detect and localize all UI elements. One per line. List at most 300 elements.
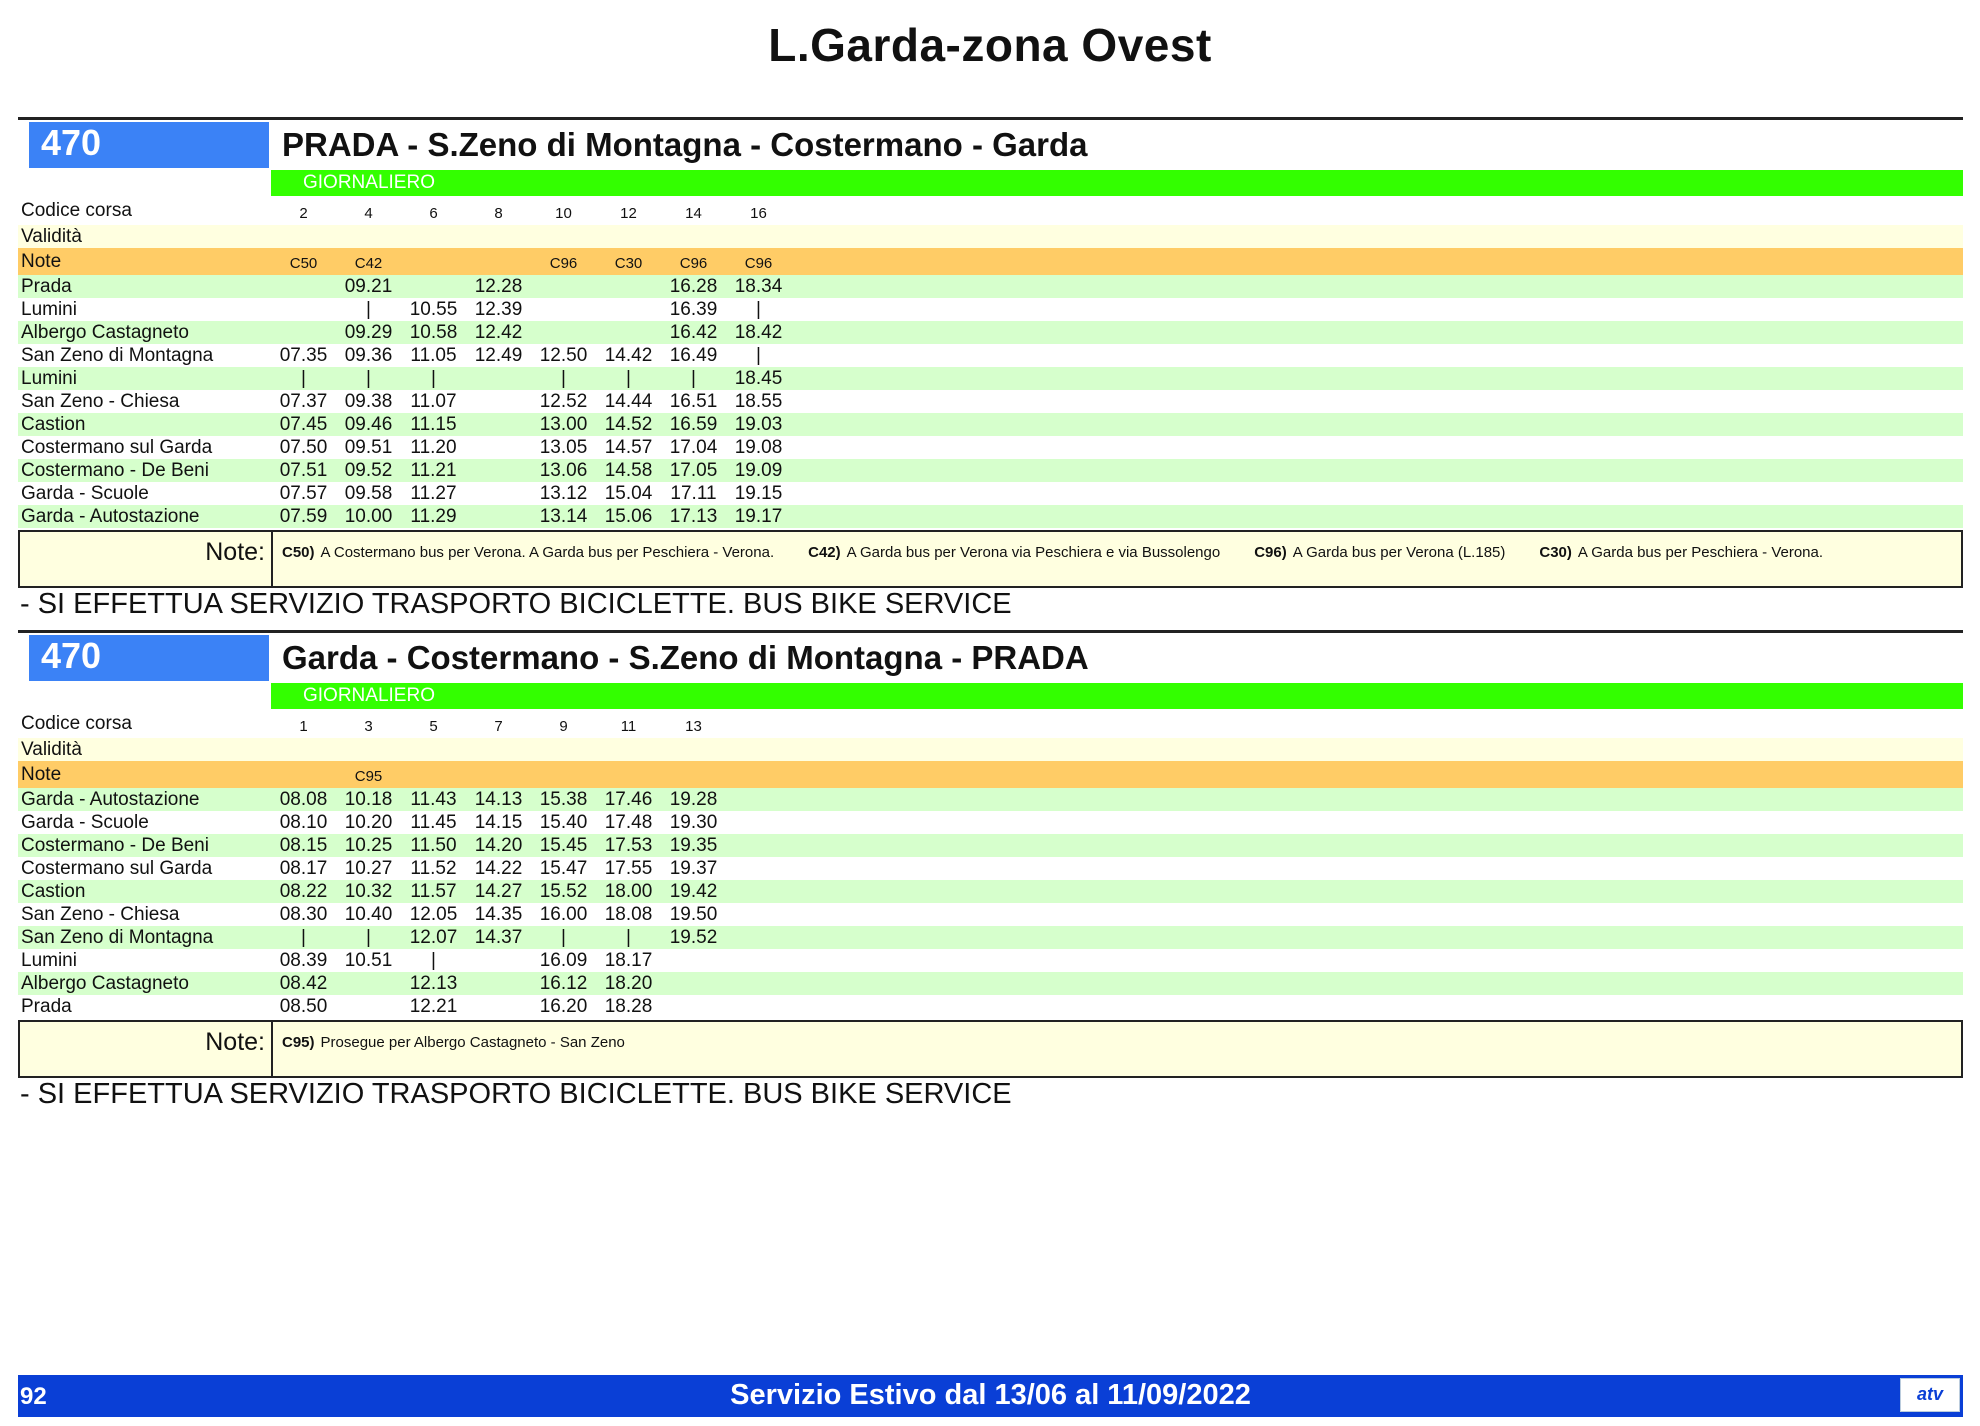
departure-time (466, 436, 531, 459)
trip-note: C96 (531, 248, 596, 275)
stop-name: Garda - Scuole (18, 811, 271, 834)
departure-time: 08.30 (271, 903, 336, 926)
validity-cell (531, 738, 596, 761)
departure-time: 12.21 (401, 995, 466, 1018)
departure-time: 10.27 (336, 857, 401, 880)
trip-code: 4 (336, 196, 401, 225)
departure-time: 07.51 (271, 459, 336, 482)
departure-time (726, 972, 791, 995)
footnote-text: A Garda bus per Verona via Peschiera e via Bussolengo (846, 544, 1221, 561)
departure-time: 13.06 (531, 459, 596, 482)
stop-name-row (18, 436, 1963, 459)
footer-bar (18, 1375, 1963, 1417)
trip-code: 13 (661, 709, 726, 738)
departure-time: 11.50 (401, 834, 466, 857)
note-label: Note (18, 248, 271, 275)
departure-time: 09.29 (336, 321, 401, 344)
departure-time: | (271, 926, 336, 949)
departure-time: | (726, 298, 791, 321)
departure-time (596, 298, 661, 321)
atv-logo: atv (1900, 1378, 1960, 1412)
departure-time: 07.50 (271, 436, 336, 459)
stop-name-row (18, 482, 1963, 505)
footnote (282, 1034, 625, 1051)
trip-code: 16 (726, 196, 791, 225)
departure-time: 14.42 (596, 344, 661, 367)
departure-time: 10.40 (336, 903, 401, 926)
notes-text (282, 542, 1931, 563)
departure-time: 10.51 (336, 949, 401, 972)
validity-cell (726, 738, 791, 761)
departure-time: 18.45 (726, 367, 791, 390)
stop-name: Costermano sul Garda (18, 436, 271, 459)
departure-time (271, 298, 336, 321)
validita-label-row (18, 738, 1963, 761)
stop-name: Albergo Castagneto (18, 972, 271, 995)
timetable-section-return (18, 630, 1963, 1110)
departure-time: 13.00 (531, 413, 596, 436)
stop-name: San Zeno di Montagna (18, 344, 271, 367)
validity-cell (596, 225, 661, 248)
departure-time: 18.28 (596, 995, 661, 1018)
stop-name: Garda - Autostazione (18, 788, 271, 811)
footnote (1254, 544, 1505, 561)
row-fill (791, 367, 1963, 390)
departure-time: 19.09 (726, 459, 791, 482)
row-fill (791, 436, 1963, 459)
row-fill (791, 926, 1963, 949)
departure-time: 14.15 (466, 811, 531, 834)
row-fill (791, 811, 1963, 834)
row-fill (791, 344, 1963, 367)
stop-name: San Zeno - Chiesa (18, 903, 271, 926)
departure-time: 11.57 (401, 880, 466, 903)
row-fill (791, 880, 1963, 903)
departure-time: 08.50 (271, 995, 336, 1018)
departure-time: 12.39 (466, 298, 531, 321)
footnote-code: C30) (1539, 544, 1572, 561)
notes-text (282, 1032, 1931, 1053)
departure-time (531, 298, 596, 321)
footnote (282, 544, 774, 561)
departure-time: 15.52 (531, 880, 596, 903)
departure-time: 11.21 (401, 459, 466, 482)
departure-time: 12.13 (401, 972, 466, 995)
departure-time (726, 834, 791, 857)
departure-time: 10.32 (336, 880, 401, 903)
departure-time: | (726, 344, 791, 367)
row-fill (791, 275, 1963, 298)
trip-code: 9 (531, 709, 596, 738)
departure-time: 19.28 (661, 788, 726, 811)
notes-label: Note: (20, 1022, 273, 1076)
trip-code: 1 (271, 709, 336, 738)
row-fill (791, 248, 1963, 275)
departure-time: 14.35 (466, 903, 531, 926)
departure-time: 18.42 (726, 321, 791, 344)
row-fill (791, 390, 1963, 413)
departure-time: | (401, 367, 466, 390)
row-fill (791, 459, 1963, 482)
row-fill (791, 972, 1963, 995)
stop-name: Lumini (18, 949, 271, 972)
departure-time: 12.50 (531, 344, 596, 367)
trip-note (466, 248, 531, 275)
stop-name-row (18, 344, 1963, 367)
trip-note: C96 (661, 248, 726, 275)
departure-time: 15.06 (596, 505, 661, 528)
departure-time: 08.17 (271, 857, 336, 880)
trip-code: 14 (661, 196, 726, 225)
departure-time: 17.55 (596, 857, 661, 880)
departure-time: 15.04 (596, 482, 661, 505)
departure-time: 11.29 (401, 505, 466, 528)
trip-code: 5 (401, 709, 466, 738)
stop-name: Prada (18, 995, 271, 1018)
departure-time: 19.17 (726, 505, 791, 528)
departure-time (466, 972, 531, 995)
departure-time: 17.46 (596, 788, 661, 811)
row-fill (791, 225, 1963, 248)
departure-time (466, 995, 531, 1018)
departure-time: 16.39 (661, 298, 726, 321)
period-bar: GIORNALIERO (271, 170, 1963, 196)
route-name: PRADA - S.Zeno di Montagna - Costermano - Garda (282, 126, 1088, 163)
trip-code: 7 (466, 709, 531, 738)
departure-time (726, 995, 791, 1018)
footnote-text: A Costermano bus per Verona. A Garda bus per Peschiera - Verona. (320, 544, 775, 561)
departure-time: 17.53 (596, 834, 661, 857)
route-number-badge: 470 (29, 122, 269, 168)
departure-time: 14.27 (466, 880, 531, 903)
stop-name-row (18, 903, 1963, 926)
departure-time: 18.00 (596, 880, 661, 903)
departure-time: 16.12 (531, 972, 596, 995)
validity-cell (271, 738, 336, 761)
trip-note: C95 (336, 761, 401, 788)
validita-label-row (18, 225, 1963, 248)
row-fill (791, 413, 1963, 436)
departure-time: 14.20 (466, 834, 531, 857)
stop-name-row (18, 275, 1963, 298)
stop-name: Lumini (18, 298, 271, 321)
departure-time: 19.42 (661, 880, 726, 903)
footnote (1539, 544, 1823, 561)
departure-time (466, 482, 531, 505)
footnote-text: A Garda bus per Verona (L.185) (1292, 544, 1506, 561)
departure-time: 17.13 (661, 505, 726, 528)
departure-time (661, 995, 726, 1018)
stop-name-row (18, 995, 1963, 1018)
departure-time: | (271, 367, 336, 390)
departure-time (726, 926, 791, 949)
departure-time: 17.05 (661, 459, 726, 482)
departure-time (726, 949, 791, 972)
departure-time (466, 459, 531, 482)
validity-cell (271, 225, 336, 248)
departure-time: 17.04 (661, 436, 726, 459)
departure-time: | (336, 298, 401, 321)
note-label: Note (18, 761, 271, 788)
validity-cell (661, 225, 726, 248)
departure-time: 08.15 (271, 834, 336, 857)
departure-time: 07.59 (271, 505, 336, 528)
departure-time: 14.44 (596, 390, 661, 413)
route-header (18, 633, 1963, 683)
validity-cell (401, 738, 466, 761)
departure-time (531, 321, 596, 344)
validity-cell (401, 225, 466, 248)
route-name: Garda - Costermano - S.Zeno di Montagna - PRADA (282, 639, 1089, 676)
departure-time: 14.22 (466, 857, 531, 880)
departure-time (726, 903, 791, 926)
departure-time: 07.45 (271, 413, 336, 436)
departure-time: 07.57 (271, 482, 336, 505)
trip-code: 2 (271, 196, 336, 225)
trip-note: C30 (596, 248, 661, 275)
departure-time: 11.43 (401, 788, 466, 811)
stop-name: San Zeno - Chiesa (18, 390, 271, 413)
timetable (18, 196, 1963, 528)
bike-service-note: - SI EFFETTUA SERVIZIO TRASPORTO BICICLETTE. BUS BIKE SERVICE (20, 588, 1012, 620)
route-number-badge: 470 (29, 635, 269, 681)
period-bar: GIORNALIERO (271, 683, 1963, 709)
stop-name: Costermano - De Beni (18, 459, 271, 482)
stop-name-row (18, 949, 1963, 972)
departure-time: 19.50 (661, 903, 726, 926)
departure-time: 11.52 (401, 857, 466, 880)
bike-service-note: - SI EFFETTUA SERVIZIO TRASPORTO BICICLETTE. BUS BIKE SERVICE (20, 1078, 1012, 1110)
row-fill (791, 761, 1963, 788)
departure-time: 18.20 (596, 972, 661, 995)
departure-time: 07.37 (271, 390, 336, 413)
departure-time: 10.18 (336, 788, 401, 811)
departure-time: 16.20 (531, 995, 596, 1018)
departure-time: 16.28 (661, 275, 726, 298)
trip-code: 6 (401, 196, 466, 225)
departure-time: 11.27 (401, 482, 466, 505)
codice-corsa-label-row (18, 196, 1963, 225)
trip-note (726, 761, 791, 788)
codice-corsa-label: Codice corsa (18, 709, 271, 738)
departure-time (726, 811, 791, 834)
footnote (808, 544, 1220, 561)
departure-time: 18.34 (726, 275, 791, 298)
departure-time: 11.15 (401, 413, 466, 436)
validity-cell (596, 738, 661, 761)
trip-code (726, 709, 791, 738)
page-number: 92 (20, 1383, 47, 1410)
trip-note (401, 248, 466, 275)
departure-time: 09.36 (336, 344, 401, 367)
stop-name: Castion (18, 413, 271, 436)
departure-time (336, 972, 401, 995)
validity-cell (336, 738, 401, 761)
departure-time (531, 275, 596, 298)
departure-time (726, 788, 791, 811)
footer-title: Servizio Estivo dal 13/06 al 11/09/2022 (730, 1379, 1251, 1411)
stop-name-row (18, 413, 1963, 436)
departure-time: 19.30 (661, 811, 726, 834)
departure-time: 10.58 (401, 321, 466, 344)
footnote-text: A Garda bus per Peschiera - Verona. (1577, 544, 1824, 561)
departure-time: 13.05 (531, 436, 596, 459)
departure-time: 12.05 (401, 903, 466, 926)
row-fill (791, 298, 1963, 321)
departure-time: 09.58 (336, 482, 401, 505)
trip-note: C96 (726, 248, 791, 275)
note-label-row (18, 248, 1963, 275)
departure-time (466, 949, 531, 972)
footnote-text: Prosegue per Albergo Castagneto - San Zeno (320, 1034, 625, 1051)
row-fill (791, 903, 1963, 926)
codice-corsa-label-row (18, 709, 1963, 738)
validity-cell (531, 225, 596, 248)
departure-time: 15.47 (531, 857, 596, 880)
footnote-code: C42) (808, 544, 841, 561)
stop-name: Garda - Autostazione (18, 505, 271, 528)
departure-time: 17.48 (596, 811, 661, 834)
departure-time (596, 321, 661, 344)
departure-time: 14.57 (596, 436, 661, 459)
stop-name-row (18, 390, 1963, 413)
row-fill (791, 321, 1963, 344)
validity-cell (466, 738, 531, 761)
validita-label: Validità (18, 225, 271, 248)
footnote-code: C50) (282, 544, 315, 561)
departure-time: 16.59 (661, 413, 726, 436)
timetable-section-outbound (18, 117, 1963, 620)
trip-code: 12 (596, 196, 661, 225)
row-fill (791, 857, 1963, 880)
departure-time (661, 972, 726, 995)
departure-time: 13.12 (531, 482, 596, 505)
row-fill (791, 738, 1963, 761)
departure-time: | (531, 367, 596, 390)
departure-time: 08.10 (271, 811, 336, 834)
footnote-code: C96) (1254, 544, 1287, 561)
departure-time: 14.13 (466, 788, 531, 811)
departure-time: | (401, 949, 466, 972)
validity-cell (661, 738, 726, 761)
departure-time: | (596, 926, 661, 949)
departure-time: 18.17 (596, 949, 661, 972)
departure-time: 16.51 (661, 390, 726, 413)
departure-time: 11.07 (401, 390, 466, 413)
departure-time: 08.42 (271, 972, 336, 995)
stop-name-row (18, 880, 1963, 903)
departure-time: 12.07 (401, 926, 466, 949)
row-fill (791, 505, 1963, 528)
timetable (18, 709, 1963, 1018)
departure-time: 18.08 (596, 903, 661, 926)
trip-note (531, 761, 596, 788)
departure-time: 10.20 (336, 811, 401, 834)
stop-name-row (18, 788, 1963, 811)
stop-name: Garda - Scuole (18, 482, 271, 505)
note-label-row (18, 761, 1963, 788)
departure-time: 11.05 (401, 344, 466, 367)
trip-note (596, 761, 661, 788)
departure-time: 11.45 (401, 811, 466, 834)
stop-name-row (18, 298, 1963, 321)
trip-note (271, 761, 336, 788)
departure-time: | (596, 367, 661, 390)
stop-name-row (18, 367, 1963, 390)
departure-time: 19.08 (726, 436, 791, 459)
stop-name: Prada (18, 275, 271, 298)
stop-name: Costermano sul Garda (18, 857, 271, 880)
departure-time: 16.09 (531, 949, 596, 972)
departure-time (596, 275, 661, 298)
departure-time: 12.49 (466, 344, 531, 367)
row-fill (791, 995, 1963, 1018)
notes-box (18, 1020, 1963, 1078)
validity-cell (726, 225, 791, 248)
validita-label: Validità (18, 738, 271, 761)
departure-time: 15.40 (531, 811, 596, 834)
stop-name-row (18, 321, 1963, 344)
codice-corsa-label: Codice corsa (18, 196, 271, 225)
departure-time: 08.39 (271, 949, 336, 972)
row-fill (791, 482, 1963, 505)
departure-time: 14.37 (466, 926, 531, 949)
departure-time (726, 880, 791, 903)
footnote-code: C95) (282, 1034, 315, 1051)
departure-time: 12.28 (466, 275, 531, 298)
trip-note (661, 761, 726, 788)
row-fill (791, 834, 1963, 857)
departure-time: | (336, 367, 401, 390)
trip-note: C42 (336, 248, 401, 275)
departure-time: 19.37 (661, 857, 726, 880)
stop-name: San Zeno di Montagna (18, 926, 271, 949)
departure-time: 10.00 (336, 505, 401, 528)
departure-time: 09.51 (336, 436, 401, 459)
stop-name-row (18, 857, 1963, 880)
departure-time: 10.25 (336, 834, 401, 857)
departure-time: | (531, 926, 596, 949)
row-fill (791, 196, 1963, 225)
trip-code: 10 (531, 196, 596, 225)
departure-time: 15.38 (531, 788, 596, 811)
departure-time (466, 413, 531, 436)
departure-time: | (336, 926, 401, 949)
stop-name: Albergo Castagneto (18, 321, 271, 344)
departure-time (661, 949, 726, 972)
stop-name-row (18, 972, 1963, 995)
departure-time: 07.35 (271, 344, 336, 367)
departure-time: 19.15 (726, 482, 791, 505)
notes-label: Note: (20, 532, 273, 586)
departure-time: 13.14 (531, 505, 596, 528)
stop-name: Costermano - De Beni (18, 834, 271, 857)
departure-time (466, 505, 531, 528)
stop-name-row (18, 505, 1963, 528)
departure-time: 17.11 (661, 482, 726, 505)
trip-note (401, 761, 466, 788)
departure-time: 15.45 (531, 834, 596, 857)
trip-code: 11 (596, 709, 661, 738)
stop-name-row (18, 926, 1963, 949)
departure-time: 10.55 (401, 298, 466, 321)
departure-time: 09.38 (336, 390, 401, 413)
row-fill (791, 709, 1963, 738)
trip-code: 3 (336, 709, 401, 738)
page-title: L.Garda-zona Ovest (768, 19, 1212, 71)
validity-cell (466, 225, 531, 248)
trip-note: C50 (271, 248, 336, 275)
